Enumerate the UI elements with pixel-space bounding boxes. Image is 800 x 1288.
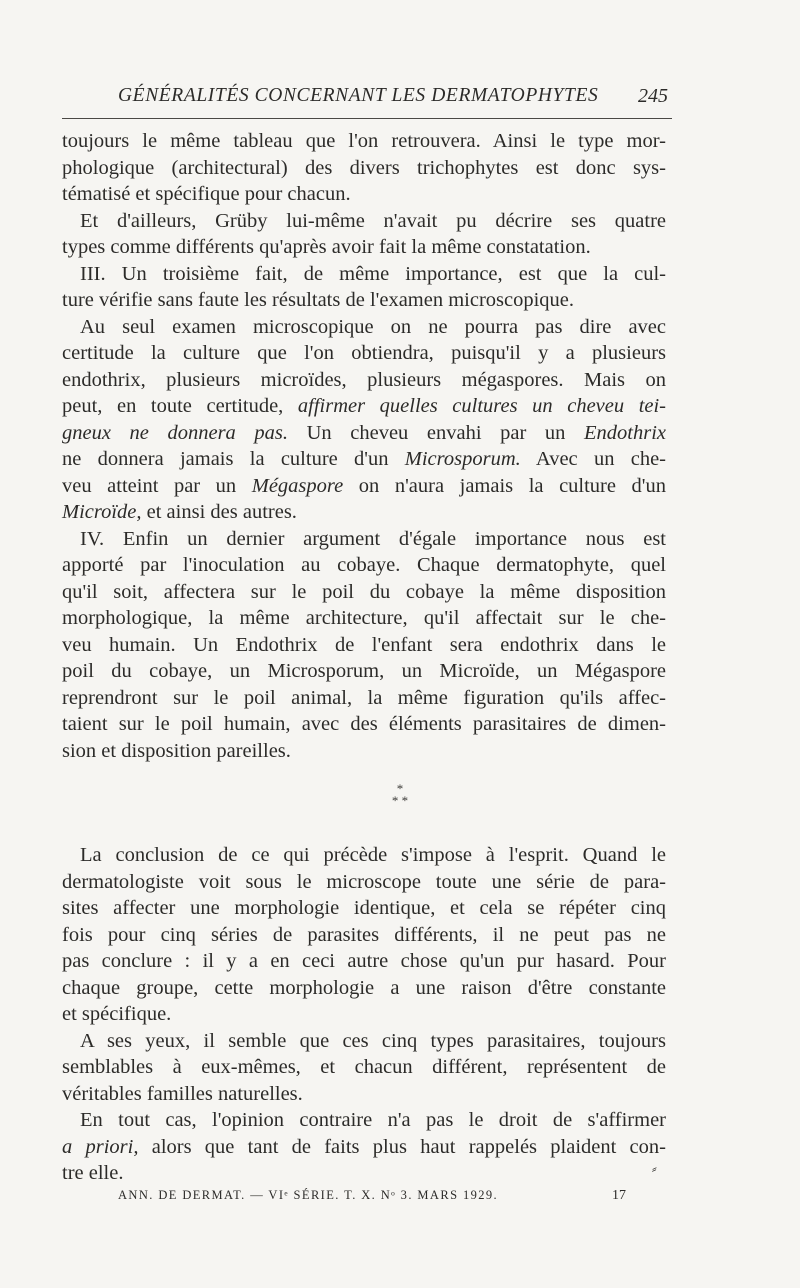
text-line	[62, 393, 666, 420]
text-span: alors que tant de faits plus haut rappelés plaident con-	[138, 1135, 666, 1158]
italic-span: gneux ne donnera pas.	[62, 421, 289, 444]
text-line: La conclusion de ce qui précède s'impose à l'esprit. Quand le	[80, 844, 666, 866]
text-line: types comme différents qu'après avoir fait la même constatation.	[62, 236, 591, 258]
text-line	[62, 499, 666, 526]
text-line	[62, 446, 666, 473]
text-line: endothrix, plusieurs microïdes, plusieurs mégaspores. Mais on	[62, 368, 666, 391]
running-header	[62, 85, 674, 115]
text-line	[62, 473, 666, 500]
text-span: ne donnera jamais la culture d'un	[62, 448, 405, 470]
italic-span: Microïde,	[62, 501, 142, 523]
text-line: sites affecter une morphologie identique, et cela se répéter cinq	[62, 897, 666, 919]
text-line	[62, 1134, 666, 1161]
text-line: semblables à eux-mêmes, et chacun différent, représentent de	[62, 1056, 666, 1078]
footer-citation: ANN. DE DERMAT. — VIᵉ SÉRIE. T. X. Nᵒ 3. MARS 1929.	[118, 1188, 499, 1202]
text-line: fois pour cinq séries de parasites différents, il ne peut pas ne	[62, 923, 666, 946]
text-line: ture vérifie sans faute les résultats de l'examen microscopique.	[62, 289, 575, 311]
text-line: chaque groupe, cette morphologie a une raison d'être constante	[62, 976, 666, 999]
text-line: certitude la culture que l'on obtiendra, puisqu'il y a plusieurs	[62, 342, 666, 364]
italic-span: a priori,	[62, 1135, 139, 1158]
text-line: phologique (architectural) des divers trichophytes est donc sys-	[62, 156, 666, 179]
italic-span: Endothrix	[584, 421, 666, 444]
body-text-bottom	[62, 842, 666, 1187]
page-number: 245	[638, 85, 668, 107]
text-line: veu humain. Un Endothrix de l'enfant sera endothrix dans le	[62, 633, 666, 656]
text-line: reprendront sur le poil animal, la même figuration qu'ils affec-	[62, 686, 666, 709]
text-span: veu atteint par un	[62, 474, 252, 497]
italic-span: Microsporum.	[404, 448, 521, 470]
text-line: tématisé et spécifique pour chacun.	[62, 183, 351, 205]
asterism-top: *	[396, 781, 404, 796]
text-line: et spécifique.	[62, 1003, 172, 1025]
text-line: poil du cobaye, un Microsporum, un Microïde, un Mégaspore	[62, 660, 666, 682]
text-line: taient sur le poil humain, avec des éléments parasitaires de dimen-	[62, 713, 666, 735]
text-line: tre elle.	[62, 1162, 124, 1184]
printer-mark: ⸗	[652, 1162, 657, 1177]
text-line: véritables familles naturelles.	[62, 1082, 303, 1105]
text-span: Un cheveu envahi par un	[288, 421, 584, 444]
text-line: IV. Enfin un dernier argument d'égale importance nous est	[80, 527, 666, 550]
text-line: Et d'ailleurs, Grüby lui-même n'avait pu décrire ses quatre	[80, 209, 666, 232]
text-line: III. Un troisième fait, de même importance, est que la cul-	[80, 262, 666, 285]
text-line: A ses yeux, il semble que ces cinq types parasitaires, toujours	[80, 1029, 666, 1052]
body-text-top	[62, 128, 666, 764]
text-line: morphologique, la même architecture, qu'il affectait sur le che-	[62, 607, 666, 629]
text-span: Avec un che-	[520, 448, 667, 470]
text-line: toujours le même tableau que l'on retrouvera. Ainsi le type mor-	[62, 130, 666, 152]
header-rule	[62, 118, 672, 119]
text-line: En tout cas, l'opinion contraire n'a pas le droit de s'affirmer	[80, 1109, 666, 1131]
text-span: on n'aura jamais la culture d'un	[343, 474, 666, 497]
text-line: qu'il soit, affectera sur le poil du cobaye la même disposition	[62, 580, 666, 603]
italic-span: affirmer quelles cultures un cheveu tei-	[297, 395, 667, 417]
italic-span: Mégaspore	[251, 474, 344, 497]
asterism-bottom: * *	[391, 793, 409, 808]
text-line: dermatologiste voit sous le microscope toute une série de para-	[62, 870, 666, 893]
text-span: peut, en toute certitude,	[62, 395, 298, 417]
text-span: et ainsi des autres.	[141, 501, 297, 523]
running-title: GÉNÉRALITÉS CONCERNANT LES DERMATOPHYTES	[118, 85, 599, 106]
text-line: apporté par l'inoculation au cobaye. Chaque dermatophyte, quel	[62, 554, 666, 576]
text-line	[62, 420, 666, 447]
text-line: sion et disposition pareilles.	[62, 739, 291, 762]
text-line: pas conclure : il y a en ceci autre chose qu'un pur hasard. Pour	[62, 950, 666, 972]
asterism	[0, 782, 800, 806]
footer-signature: 17	[612, 1188, 626, 1203]
text-line: Au seul examen microscopique on ne pourra pas dire avec	[80, 315, 666, 338]
